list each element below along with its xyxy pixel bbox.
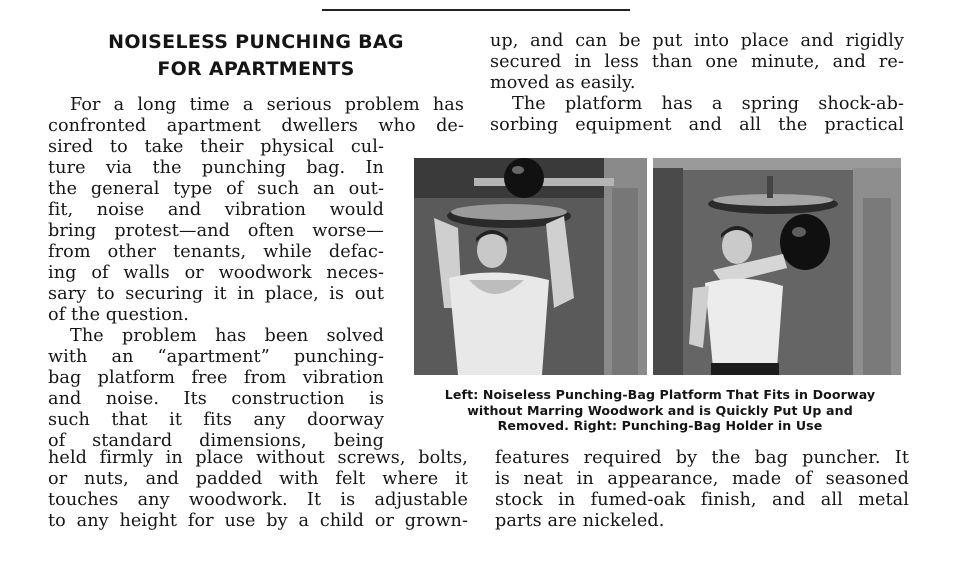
- photo-caption: [410, 387, 910, 434]
- text-line: with an “apartment” punching-: [48, 347, 384, 367]
- text-line: is neat in appearance, made of seasoned: [495, 469, 909, 489]
- text-line: secured in less than one minute, and re-: [490, 52, 904, 72]
- text-line: ture via the punching bag. In: [48, 158, 384, 178]
- text-line: ing of walls or woodwork neces-: [48, 263, 384, 283]
- text-line: features required by the bag puncher. It: [495, 448, 909, 468]
- headline-line: NOISELESS PUNCHING BAG: [108, 31, 404, 53]
- article-headline: [48, 29, 464, 83]
- text-line: the general type of such an out-: [48, 179, 384, 199]
- text-line: or nuts, and padded with felt where it: [48, 469, 468, 489]
- photo-platform-installation: [414, 158, 647, 375]
- text-line: of the question.: [48, 305, 189, 325]
- column-right-lower: [495, 448, 909, 532]
- text-line: from other tenants, while defac-: [48, 242, 384, 262]
- text-line: of standard dimensions, being: [48, 431, 384, 451]
- text-line: up, and can be put into place and rigidly: [490, 31, 904, 51]
- text-line: For a long time a serious problem has: [70, 95, 464, 115]
- headline-line: FOR APARTMENTS: [157, 58, 355, 80]
- column-left-lower: [48, 448, 468, 532]
- text-line: confronted apartment dwellers who de-: [48, 116, 464, 136]
- text-line: sary to securing it in place, is out: [48, 284, 384, 304]
- text-line: parts are nickeled.: [495, 511, 665, 531]
- text-line: held firmly in place without screws, bolts,: [48, 448, 468, 468]
- text-line: sorbing equipment and all the practical: [490, 115, 904, 135]
- text-line: bag platform free from vibration: [48, 368, 384, 388]
- photo-holder-in-use: [653, 158, 901, 375]
- text-line: stock in fumed-oak finish, and all metal: [495, 490, 909, 510]
- text-line: touches any woodwork. It is adjustable: [48, 490, 468, 510]
- text-line: bring protest—and often worse—: [48, 221, 384, 241]
- caption-line: Left: Noiseless Punching-Bag Platform That Fits in Doorway: [444, 387, 876, 402]
- column-right-upper: [490, 31, 904, 136]
- top-rule: [322, 9, 630, 11]
- text-line: sired to take their physical cul-: [48, 137, 384, 157]
- text-line: The platform has a spring shock-ab-: [512, 94, 904, 114]
- text-line: and noise. Its construction is: [48, 389, 384, 409]
- text-line: to any height for use by a child or grown-: [48, 511, 468, 531]
- text-line: fit, noise and vibration would: [48, 200, 384, 220]
- caption-line: Removed. Right: Punching-Bag Holder in Use: [497, 418, 823, 433]
- column-left-upper: [48, 95, 464, 452]
- text-line: such that it fits any doorway: [48, 410, 384, 430]
- caption-line: without Marring Woodwork and is Quickly Put Up and: [467, 402, 853, 418]
- text-line: The problem has been solved: [70, 326, 384, 346]
- text-line: moved as easily.: [490, 73, 636, 93]
